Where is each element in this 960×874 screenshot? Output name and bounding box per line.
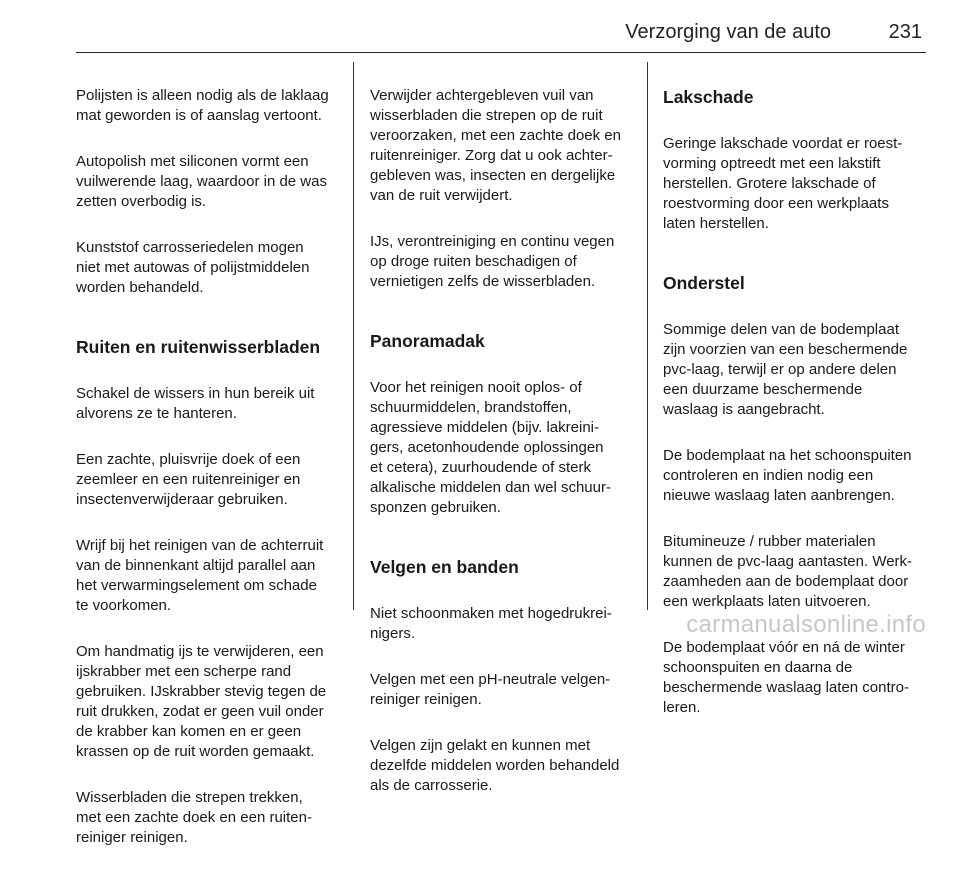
text-column-1 <box>76 66 344 874</box>
paragraph: Niet schoonmaken met hogedrukrei- nigers. <box>370 605 612 642</box>
paragraph: Bitumineuze / rubber materialen kunnen de pvc-laag aantasten. Werk- zaamheden aan de bodemplaat door een werkplaats laten uitvoeren. <box>663 533 913 610</box>
section-heading-panoramadak: Panoramadak <box>370 331 485 351</box>
paragraph: Sommige delen van de bodemplaat zijn voorzien van een beschermende pvc-laag, terwijl er op andere delen een duurzame beschermende waslaag is aangebracht. <box>663 321 908 418</box>
paragraph: Wrijf bij het reinigen van de achterruit van de binnenkant altijd parallel aan het verwarmingselement om schade te voorkomen. <box>76 537 324 614</box>
paragraph: Voor het reinigen nooit oplos- of schuurmiddelen, brandstoffen, agressieve middelen (bijv. lakreini- gers, acetonhoudende oplossingen et cetera), zuurhoudende of sterk alkalische middelen dan wel schuur- sponzen gebruiken. <box>370 379 611 516</box>
paragraph: Om handmatig ijs te verwijderen, een ijskrabber met een scherpe rand gebruiken. IJskrabber stevig tegen de ruit drukken, zodat er geen vuil onder de krabber kan komen en er geen krassen op de ruit worden gemaakt. <box>76 643 327 760</box>
paragraph: Wisserbladen die strepen trekken, met een zachte doek en een ruiten- reiniger reinigen. <box>76 789 312 846</box>
section-heading-onderstel: Onderstel <box>663 273 745 293</box>
column-divider <box>353 62 354 610</box>
watermark: carmanualsonline.info <box>686 611 926 638</box>
paragraph: Autopolish met siliconen vormt een vuilwerende laag, waardoor in de was zetten overbodig is. <box>76 153 327 210</box>
page-header <box>76 0 926 53</box>
paragraph: Geringe lakschade voordat er roest- vorming optreedt met een lakstift herstellen. Grotere lakschade of roestvorming door een werkplaats laten herstellen. <box>663 135 903 232</box>
paragraph: Schakel de wissers in hun bereik uit alvorens ze te hanteren. <box>76 385 315 422</box>
paragraph: De bodemplaat na het schoonspuiten controleren en indien nodig een nieuwe waslaag laten aanbrengen. <box>663 447 912 504</box>
page-number: 231 <box>888 21 922 43</box>
section-heading-lakschade: Lakschade <box>663 87 754 107</box>
page-title: Verzorging van de auto <box>625 21 831 43</box>
paragraph: De bodemplaat vóór en ná de winter schoonspuiten en daarna de beschermende waslaag laten contro- leren. <box>663 639 909 716</box>
paragraph: Velgen zijn gelakt en kunnen met dezelfde middelen worden behandeld als de carrosserie. <box>370 737 620 794</box>
paragraph: IJs, verontreiniging en continu vegen op droge ruiten beschadigen of vernietigen zelfs de wisserbladen. <box>370 233 615 290</box>
section-heading-ruiten: Ruiten en ruitenwisserbladen <box>76 337 321 357</box>
paragraph: Een zachte, pluisvrije doek of een zeemleer en een ruitenreiniger en insectenverwijderaar gebruiken. <box>76 451 301 508</box>
text-column-2 <box>370 66 638 822</box>
section-heading-velgen: Velgen en banden <box>370 557 519 577</box>
column-divider <box>647 62 648 610</box>
paragraph: Polijsten is alleen nodig als de laklaag mat geworden is of aanslag vertoont. <box>76 87 329 124</box>
paragraph: Kunststof carrosseriedelen mogen niet met autowas of polijstmiddelen worden behandeld. <box>76 239 310 296</box>
paragraph: Velgen met een pH-neutrale velgen- reiniger reinigen. <box>370 671 611 708</box>
paragraph: Verwijder achtergebleven vuil van wisserbladen die strepen op de ruit veroorzaken, met een zachte doek en ruitenreiniger. Zorg dat u ook achter- gebleven was, insecten en dergelijke van de ruit verwijdert. <box>370 87 621 204</box>
text-column-3 <box>663 66 931 744</box>
